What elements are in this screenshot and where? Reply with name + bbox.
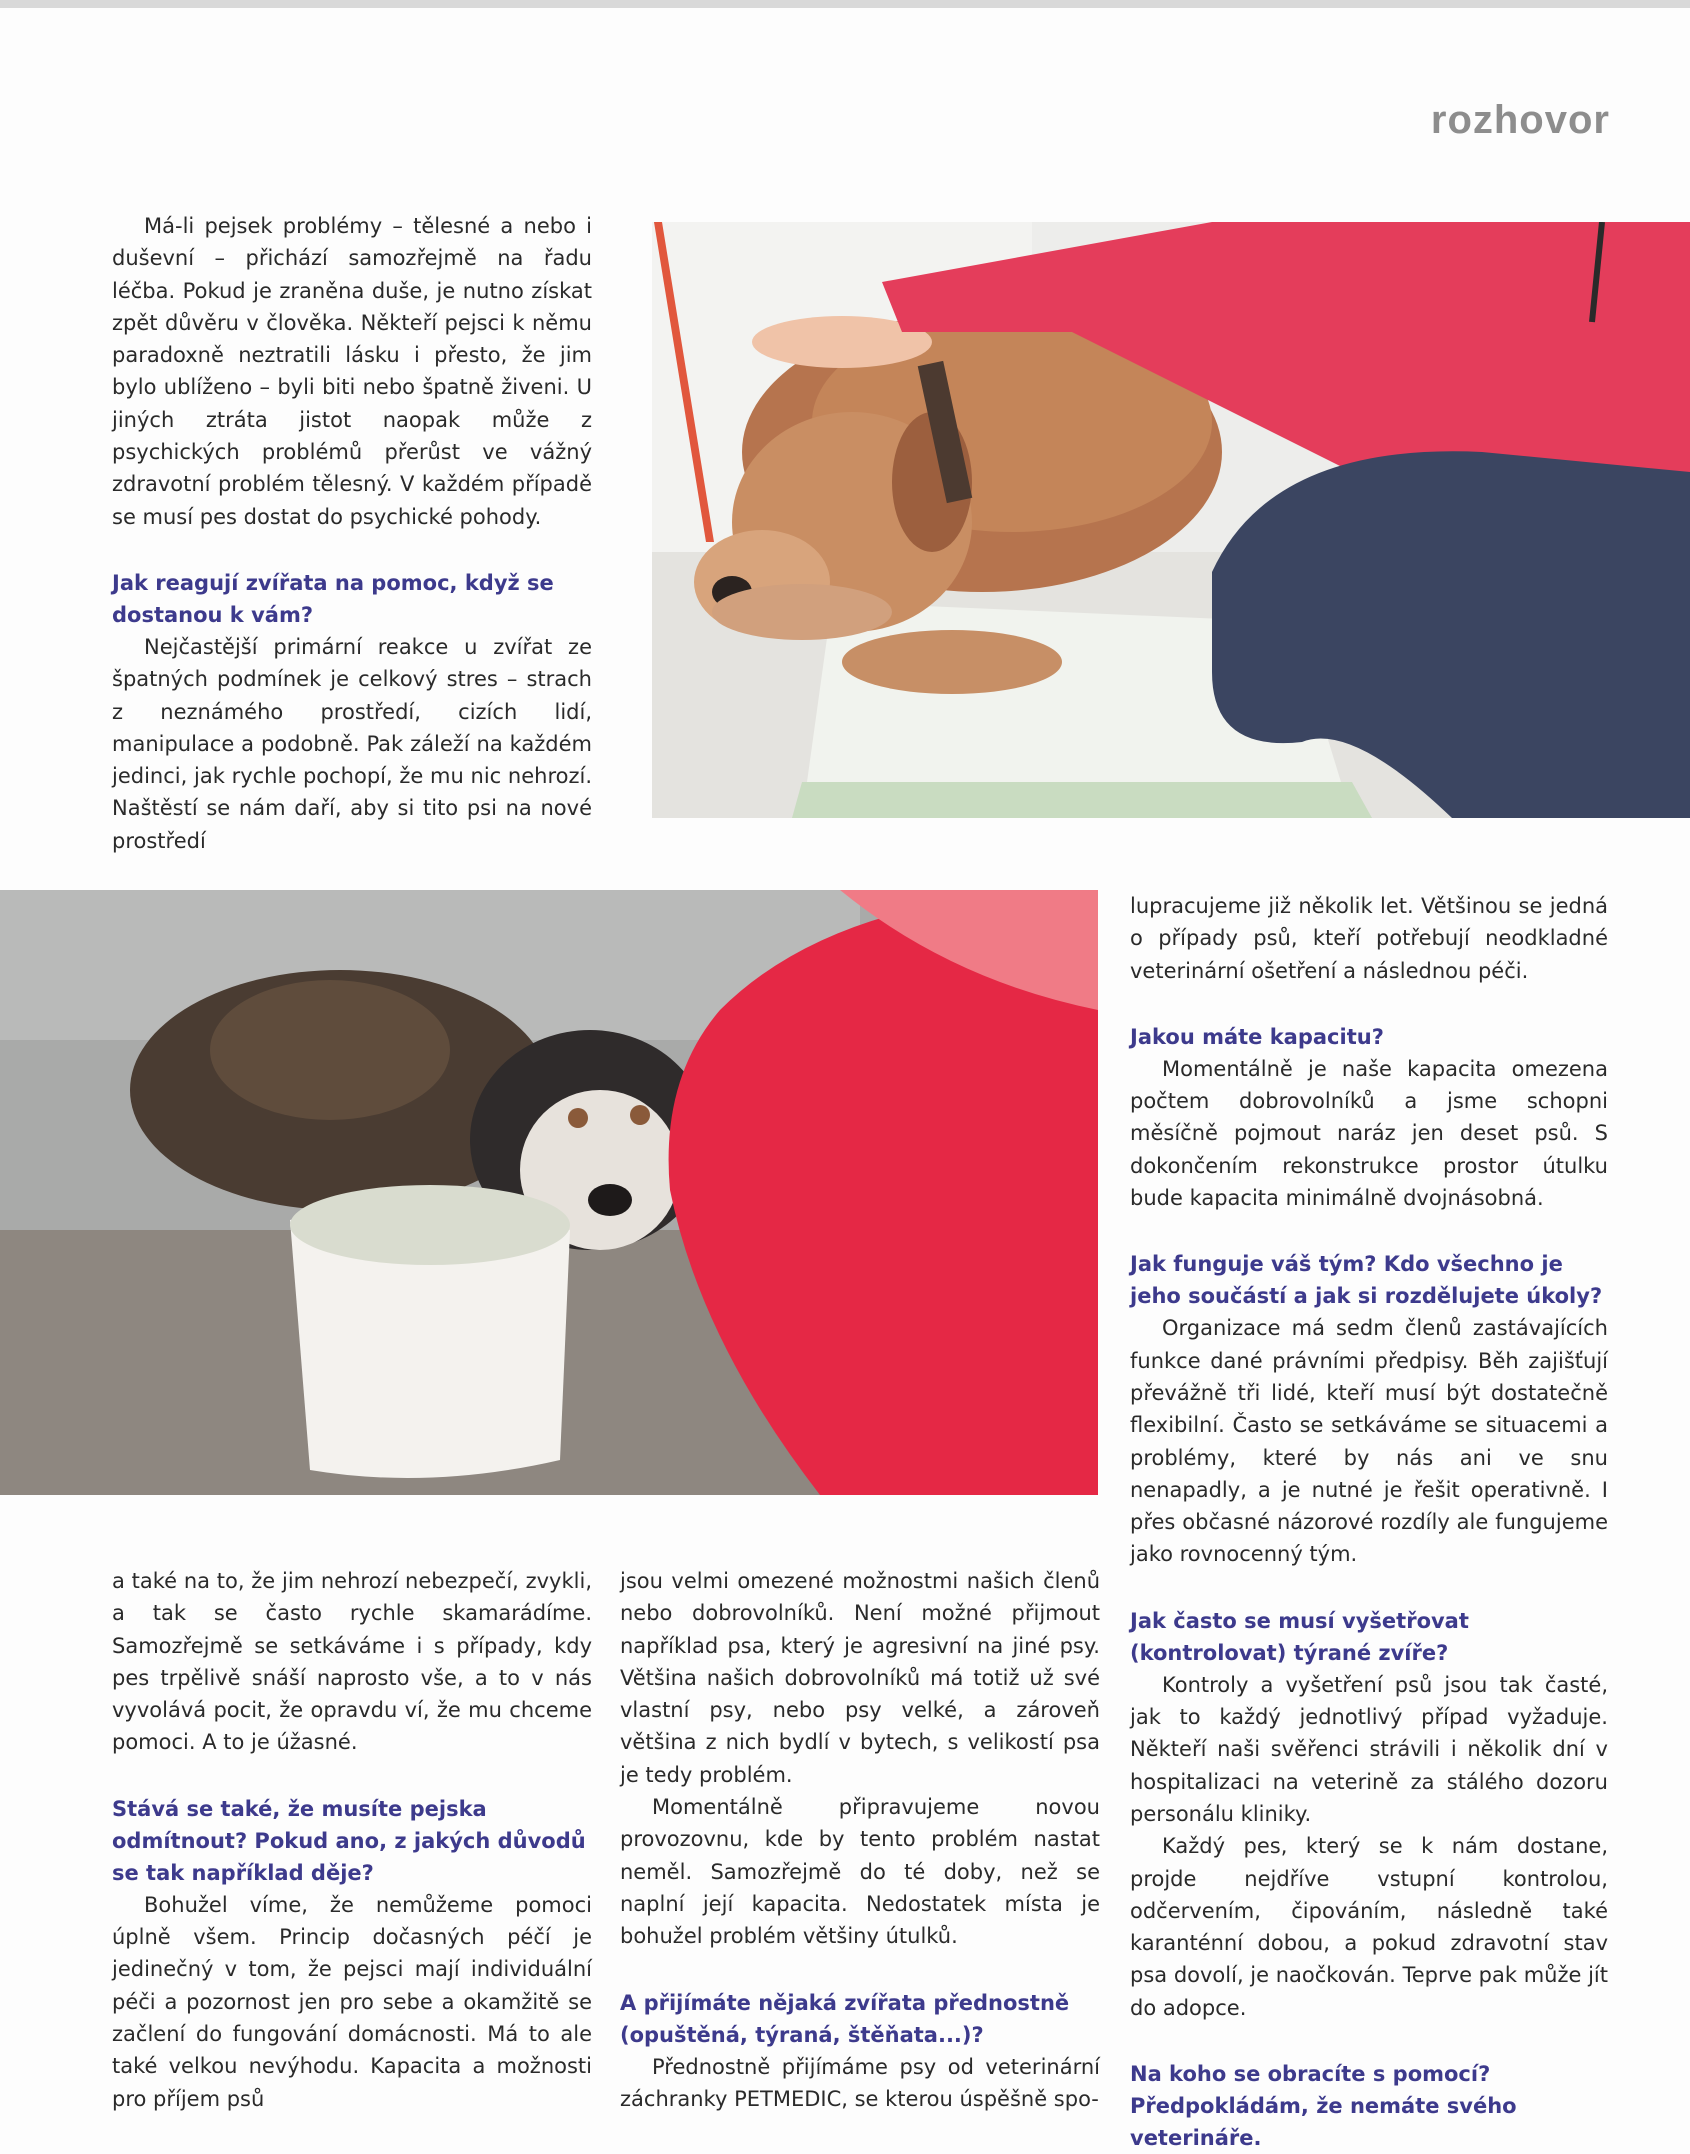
continued-paragraph: a také na to, že jim nehrozí nebezpečí, zvykli, a tak se často rychle skamarádíme. Samozřejmě se setkáváme i s případy, kdy pes trpělivě snáší naprosto vše, a to v nás vyvolává pocit, že opravdu ví, že mu chceme pomoci. A to je úžasné.: [112, 1569, 592, 1755]
answer-paragraph: Organizace má sedm členů zastávajících funkce dané právními předpisy. Běh zajišťují převážně tři lidé, kteří musí být dostatečně flexibilní. Často se setkáváme se situacemi a problémy, které by nás ani ve snu nenapadly, a je nutné je řešit operativně. I přes občasné názorové rozdíly ale fungujeme jako rovnocenný tým.: [1130, 1316, 1608, 1567]
question-heading: Jak často se musí vyšetřovat (kontrolovat) týrané zvíře?: [1130, 1608, 1469, 1665]
answer-paragraph: Kontroly a vyšetření psů jsou tak časté, jak to každý jednotlivý případ vyžaduje. Někteří naši svěřenci strávili i několik dní v hospitalizaci na veterině za stálého dozoru personálu kliniky.: [1130, 1672, 1608, 1826]
column-top-left: [112, 210, 592, 857]
answer-paragraph: Přednostně přijímáme psy od veterinární záchranky PETMEDIC, se kterou úspěšně spo-: [620, 2054, 1100, 2111]
question-heading: Na koho se obracíte s pomocí? Předpokládám, že nemáte svého veterináře.: [1130, 2062, 1517, 2151]
paragraph: Každý pes, který se k nám dostane, projde nejdříve vstupní kontrolou, odčervením, čipováním, následně také karanténní dobou, a pokud zdravotní stav psa dovolí, je naočkován. Teprve pak může jít do adopce.: [1130, 1834, 1608, 2020]
answer-paragraph: Bohužel víme, že nemůžeme pomoci úplně všem. Princip dočasných péčí je jedinečný v tom, že pejsci mají individuální péči a pozornost jen pro sebe a okamžitě se začlení do fungování domácnosti. Má to ale také velkou nevýhodu. Kapacita a možnosti pro příjem psů: [112, 1892, 592, 2111]
question-heading: Stává se také, že musíte pejska odmítnout? Pokud ano, z jakých důvodů se tak například děje?: [112, 1796, 586, 1885]
column-right: [1130, 890, 1608, 2154]
answer-paragraph: Momentálně je naše kapacita omezena počtem dobrovolníků a jsme schopni měsíčně pojmout naráz jen deset psů. S dokončením rekonstrukce prostor útulku bude kapacita minimálně dvojnásobná.: [1130, 1056, 1608, 1211]
question-heading: A přijímáte nějaká zvířata přednostně (opuštěná, týraná, štěňata...)?: [620, 1990, 1070, 2047]
column-bottom-middle: [620, 1565, 1100, 2115]
paragraph: Momentálně připravujeme novou provozovnu, kde by tento problém nastat neměl. Samozřejmě do té doby, než se naplní její kapacita. Nedostatek místa je bohužel problém většiny útulků.: [620, 1795, 1100, 1949]
continued-paragraph: lupracujeme již několik let. Většinou se jedná o případy psů, kteří potřebují neodkladné veterinární ošetření a následnou péči.: [1130, 894, 1608, 983]
photo-dogs-bucket: [0, 890, 1098, 1495]
question-heading: Jak reagují zvířata na pomoc, když se dostanou k vám?: [112, 570, 554, 627]
section-tag: rozhovor: [1430, 98, 1610, 142]
photo-dog-petted: [652, 222, 1690, 818]
column-bottom-left: [112, 1565, 592, 2115]
answer-paragraph: Nejčastější primární reakce u zvířat ze špatných podmínek je celkový stres – strach z neznámého prostředí, cizích lidí, manipulace a podobně. Pak záleží na každém jedinci, jak rychle pochopí, že mu nic nehrozí. Naštěstí se nám daří, aby si tito psi na nové prostředí: [112, 634, 592, 853]
continued-paragraph: jsou velmi omezené možnostmi našich členů nebo dobrovolníků. Není možné přijmout například psa, který je agresivní na jiné psy. Většina našich dobrovolníků má totiž už své vlastní psy, nebo psy velké, a zároveň většina z nich bydlí v bytech, s velikostí psa je tedy problém.: [620, 1569, 1100, 1787]
intro-paragraph: Má-li pejsek problémy – tělesné a nebo i duševní – přichází samozřejmě na řadu léčba. Pokud je zraněna duše, je nutno získat zpět důvěru v člověka. Někteří pejsci k němu paradoxně neztratili lásku i přesto, že jim bylo ublíženo – byli biti nebo špatně živeni. U jiných ztráta jistot naopak může z psychických problémů přerůst ve vážný zdravotní problém tělesný. V každém případě se musí pes dostat do psychické pohody.: [112, 214, 592, 529]
question-heading: Jakou máte kapacitu?: [1130, 1024, 1384, 1049]
question-heading: Jak funguje váš tým? Kdo všechno je jeho součástí a jak si rozdělujete úkoly?: [1130, 1252, 1603, 1309]
page-top-edge: [0, 0, 1690, 8]
